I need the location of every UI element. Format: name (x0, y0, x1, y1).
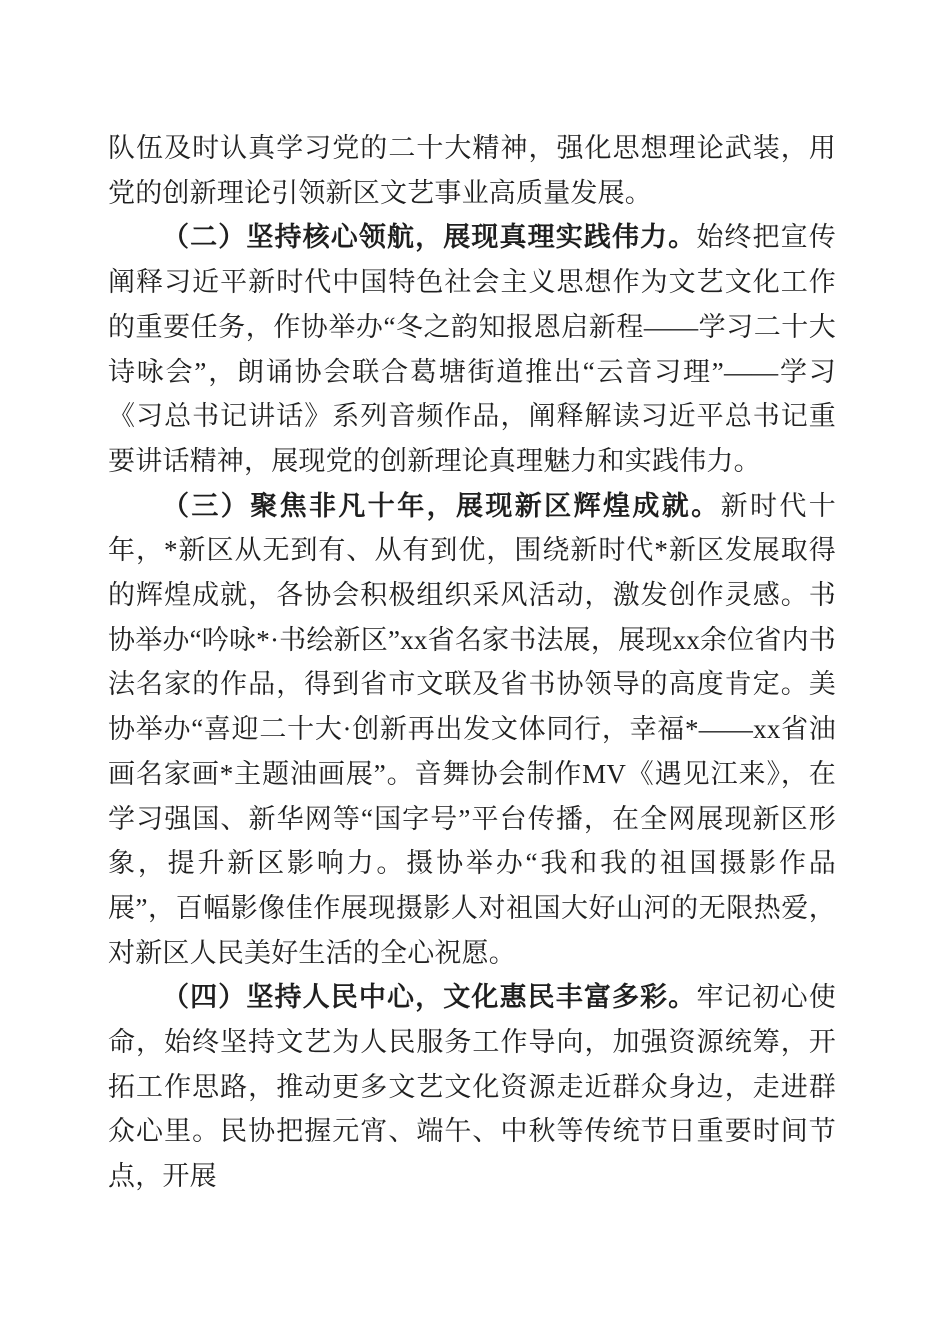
paragraph (108, 215, 836, 483)
paragraph (108, 975, 836, 1199)
paragraph-text-run: 新时代十年，*新区从无到有、从有到优，围绕新时代*新区发展取得的辉煌成就，各协会积极组织采风活动，激发创作灵感。书协举办“吟咏*·书绘新区”xx省名家书法展，展现xx余位省内书法名家的作品，得到省市文联及省书协领导的高度肯定。美协举办“喜迎二十大·创新再出发文体同行，幸福*——xx省油画名家画*主题油画展”。音舞协会制作MV《遇见江来》，在学习强国、新华网等“国字号”平台传播，在全网展现新区形象，提升新区影响力。摄协举办“我和我的祖国摄影作品展”，百幅影像佳作展现摄影人对祖国大好山河的无限热爱，对新区人民美好生活的全心祝愿。 (108, 490, 836, 968)
paragraph-heading-run: （二）坚持核心领航，展现真理实践伟力。 (162, 222, 697, 253)
paragraph-heading-run: （三）聚焦非凡十年，展现新区辉煌成就。 (162, 490, 721, 521)
document-body (108, 126, 836, 1199)
paragraph-text-run: 始终把宣传阐释习近平新时代中国特色社会主义思想作为文艺文化工作的重要任务，作协举办“冬之韵知报恩启新程——学习二十大诗咏会”，朗诵协会联合葛塘街道推出“云音习理”——学习《习总书记讲话》系列音频作品，阐释解读习近平总书记重要讲话精神，展现党的创新理论真理魅力和实践伟力。 (108, 222, 836, 476)
paragraph-heading-run: （四）坚持人民中心，文化惠民丰富多彩。 (162, 982, 697, 1013)
paragraph (108, 126, 836, 215)
paragraph-text-run: 队伍及时认真学习党的二十大精神，强化思想理论武装，用党的创新理论引领新区文艺事业高质量发展。 (108, 133, 836, 208)
paragraph (108, 484, 836, 976)
paragraph-text-run: 牢记初心使命，始终坚持文艺为人民服务工作导向，加强资源统筹，开拓工作思路，推动更多文艺文化资源走近群众身边，走进群众心里。民协把握元宵、端午、中秋等传统节日重要时间节点，开展 (108, 982, 836, 1192)
